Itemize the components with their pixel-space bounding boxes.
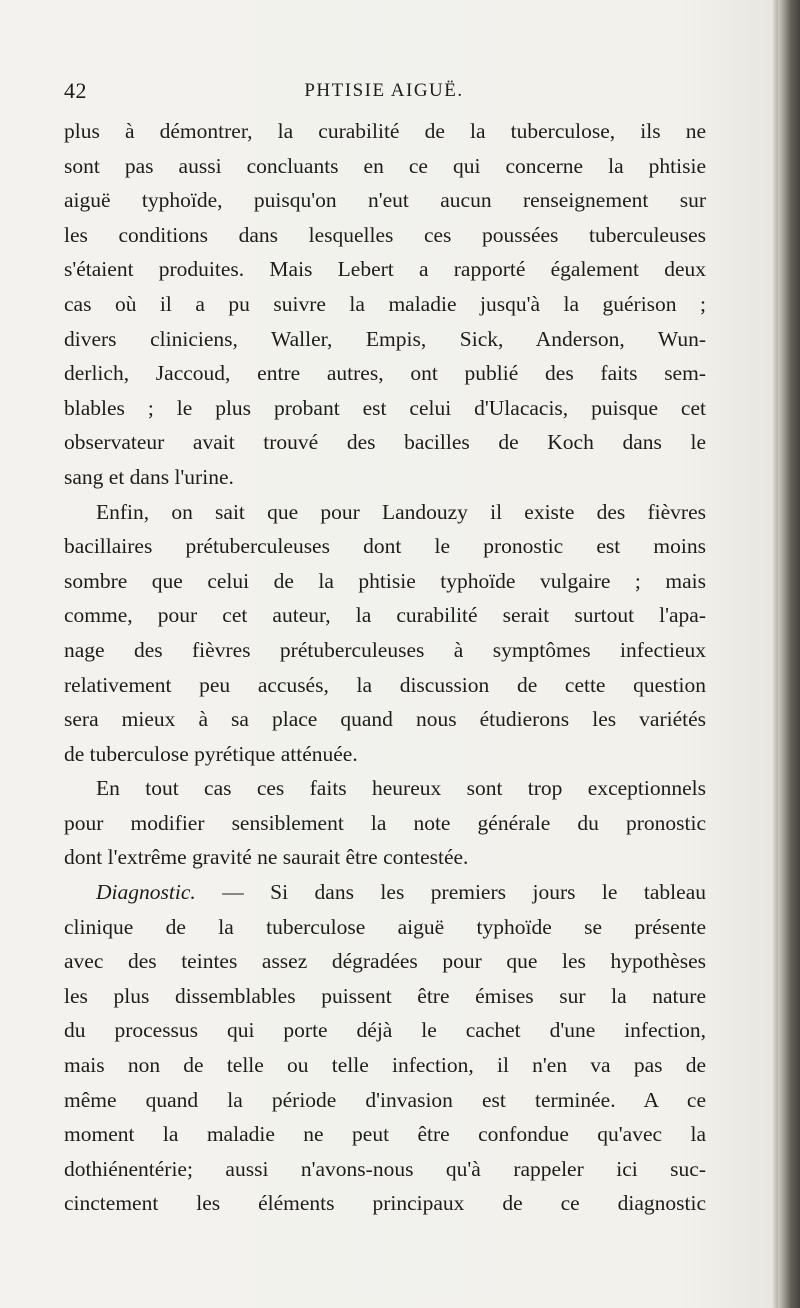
running-head: PHTISIE AIGUË. <box>304 80 464 101</box>
text-line: relativement peu accusés, la discussion de cette question <box>64 672 706 697</box>
text-line: s'étaient produites. Mais Lebert a rapporté également deux <box>64 257 706 282</box>
text-line: mais non de telle ou telle infection, il n'en va pas de <box>64 1053 706 1078</box>
text-line: plus à démontrer, la curabilité de la tuberculose, ils ne <box>64 119 706 143</box>
text-line: dothiénentérie; aussi n'avons-nous qu'à rappeler ici suc- <box>64 1156 706 1181</box>
text-line: avec des teintes assez dégradées pour que les hypothèses <box>64 949 706 974</box>
text-line: dont l'extrême gravité ne saurait être contestée. <box>64 845 469 870</box>
text-line: clinique de la tuberculose aiguë typhoïde se présente <box>64 914 706 939</box>
text-line: sang et dans l'urine. <box>64 464 234 489</box>
text-line: les conditions dans lesquelles ces poussées tuberculeuses <box>64 222 706 247</box>
text-line: bacillaires prétuberculeuses dont le pronostic est moins <box>64 534 706 559</box>
text-line: sera mieux à sa place quand nous étudierons les variétés <box>64 707 706 732</box>
page-number: 42 <box>64 78 87 103</box>
text-run: — Si dans les premiers jours le tableau <box>195 880 706 905</box>
text-line: blables ; le plus probant est celui d'Ulacacis, puisque cet <box>64 395 706 420</box>
text-line: nage des fièvres prétuberculeuses à symptômes infectieux <box>64 637 706 662</box>
body-text <box>64 114 706 1221</box>
text-line: pour modifier sensiblement la note générale du pronostic <box>64 810 706 835</box>
text-line: sombre que celui de la phtisie typhoïde vulgaire ; mais <box>64 568 706 593</box>
book-spine <box>778 0 800 1308</box>
text-line: les plus dissemblables puissent être émises sur la nature <box>64 983 706 1008</box>
text-line: derlich, Jaccoud, entre autres, ont publié des faits sem- <box>64 361 706 386</box>
text-line: cas où il a pu suivre la maladie jusqu'à la guérison ; <box>64 291 706 316</box>
page-header <box>64 78 704 108</box>
text-line: moment la maladie ne peut être confondue qu'avec la <box>64 1122 706 1147</box>
text-line: divers cliniciens, Waller, Empis, Sick, Anderson, Wun- <box>64 326 706 351</box>
text-line: Enfin, on sait que pour Landouzy il existe des fièvres <box>96 499 706 524</box>
text-line: aiguë typhoïde, puisqu'on n'eut aucun renseignement sur <box>64 188 706 213</box>
text-line: même quand la période d'invasion est terminée. A ce <box>64 1087 706 1112</box>
text-line <box>64 875 706 910</box>
text-line: cinctement les éléments principaux de ce diagnostic <box>64 1191 706 1216</box>
text-line: observateur avait trouvé des bacilles de Koch dans le <box>64 430 706 455</box>
text-line: En tout cas ces faits heureux sont trop exceptionnels <box>96 776 706 801</box>
text-line: du processus qui porte déjà le cachet d'une infection, <box>64 1018 706 1043</box>
section-heading: Diagnostic. <box>96 880 196 905</box>
text-line: de tuberculose pyrétique atténuée. <box>64 741 358 766</box>
text-line: comme, pour cet auteur, la curabilité serait surtout l'apa- <box>64 603 706 628</box>
text-line: sont pas aussi concluants en ce qui concerne la phtisie <box>64 153 706 178</box>
